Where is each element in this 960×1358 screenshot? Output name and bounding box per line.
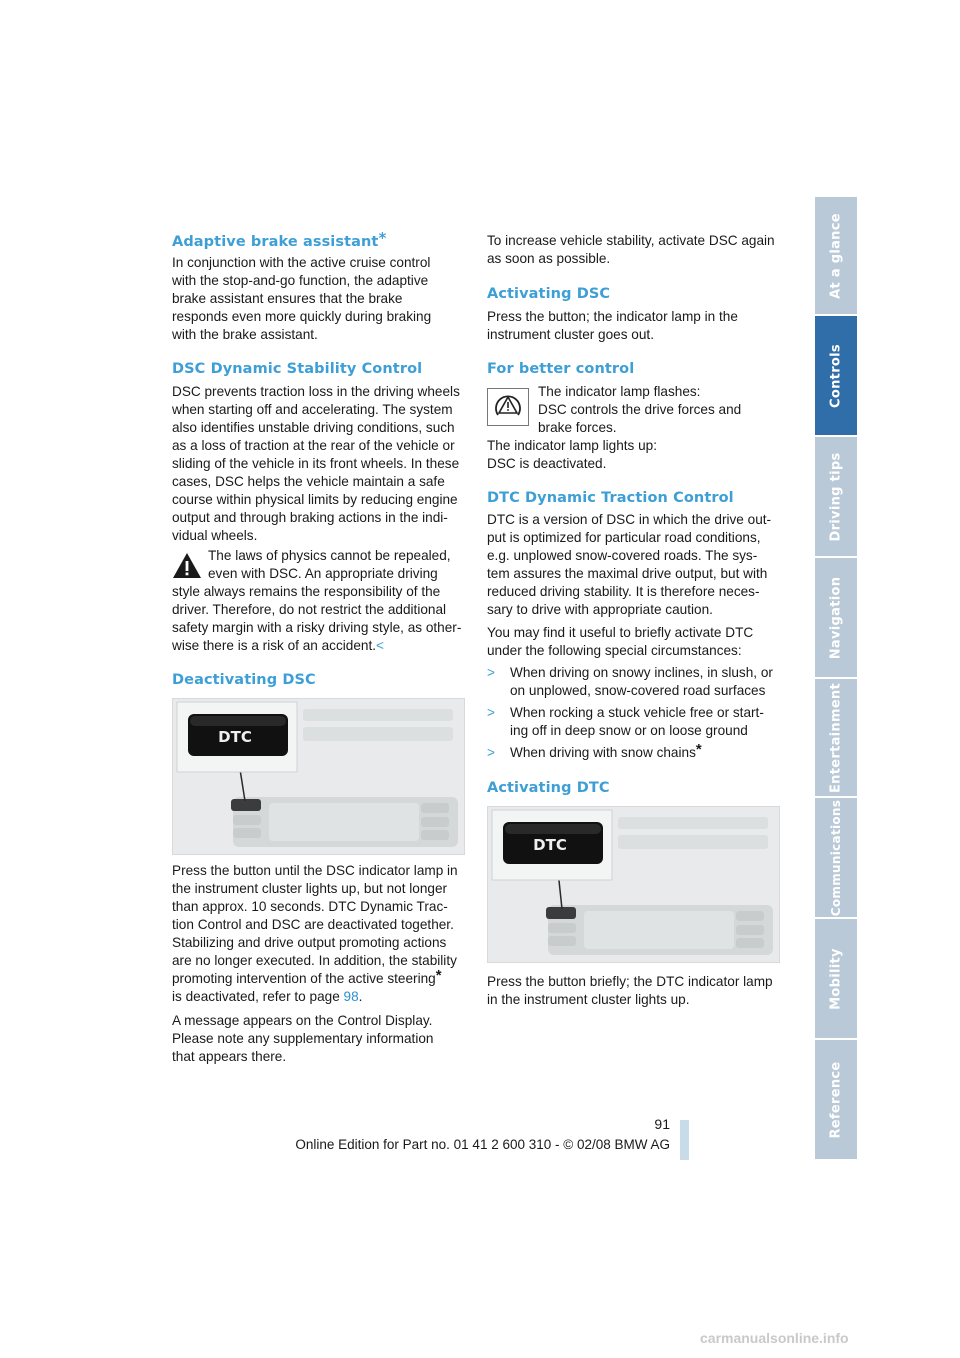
heading-better-control: For better control <box>487 361 635 377</box>
list-item: > When rocking a stuck vehicle free or start- ing off in deep snow or on loose ground <box>487 705 764 738</box>
dtc-button-label: DTC <box>533 836 567 854</box>
console-illustration <box>173 699 464 854</box>
tab-controls[interactable]: Controls <box>815 316 857 435</box>
tab-navigation[interactable]: Navigation <box>815 558 857 677</box>
end-mark: < <box>376 638 384 653</box>
tab-entertainment[interactable]: Entertainment <box>815 679 857 796</box>
figure-dtc-button-left <box>172 698 465 855</box>
bullet-marker: > <box>487 665 495 680</box>
paragraph-activating-dsc: Press the button; the indicator lamp in the instrument cluster goes out. <box>487 309 738 342</box>
page-number-bar <box>680 1120 689 1160</box>
page-number: 91 <box>654 1116 670 1132</box>
tab-communications[interactable]: Communications <box>815 798 857 917</box>
bullet-marker: > <box>487 705 495 720</box>
paragraph-control-display-message: A message appears on the Control Display. Please note any supplementary information that appears there. <box>172 1013 434 1064</box>
heading-dsc: DSC Dynamic Stability Control <box>172 361 423 377</box>
bullet-list <box>487 664 773 762</box>
dsc-indicator-icon <box>487 388 529 426</box>
tab-at-a-glance[interactable]: At a glance <box>815 197 857 314</box>
tab-reference[interactable]: Reference <box>815 1040 857 1159</box>
paragraph-adaptive: In conjunction with the active cruise control with the stop-and-go function, the adaptive brake assistant ensures that the brake responds even more quickly during braking with the brake assistant. <box>172 255 432 342</box>
figure-dtc-button-right <box>487 806 780 963</box>
page-ref-link[interactable]: 98 <box>343 989 359 1004</box>
heading-activating-dtc: Activating DTC <box>487 780 610 796</box>
heading-adaptive-brake-assistant: Adaptive brake assistant* <box>172 229 387 250</box>
heading-deactivating-dsc: Deactivating DSC <box>172 672 316 688</box>
footer-edition: Online Edition for Part no. 01 41 2 600 310 - © 02/08 BMW AG <box>295 1137 670 1152</box>
warning-note: The laws of physics cannot be repealed, even with DSC. An appropriate driving style always remains the responsibility of the driver. Therefore, do not restrict the additional safety margin with a risky driving style, as other- wise there is a risk of an accident.< <box>172 548 462 653</box>
list-item: > When driving on snowy inclines, in slush, or on unplowed, snow-covered road surfaces <box>487 665 773 698</box>
dtc-button-label: DTC <box>218 728 252 746</box>
heading-activating-dsc: Activating DSC <box>487 286 611 302</box>
list-item: > When driving with snow chains* <box>487 741 702 760</box>
paragraph-dtc: DTC is a version of DSC in which the drive out- put is optimized for particular road conditions, e.g. unplowed snow-covered roads. The sys- tem assures the maximal drive output, but with reduced driving stability. It is therefore neces- sary to drive with appropriate caution. <box>487 512 772 617</box>
paragraph-increase-stability: To increase vehicle stability, activate DSC again as soon as possible. <box>487 233 775 266</box>
tab-driving-tips[interactable]: Driving tips <box>815 437 857 556</box>
bullet-marker: > <box>487 745 495 760</box>
paragraph-indicator-lights: The indicator lamp lights up: DSC is deactivated. <box>487 438 658 471</box>
heading-dtc: DTC Dynamic Traction Control <box>487 490 734 506</box>
paragraph-dsc: DSC prevents traction loss in the driving wheels when starting off and accelerating. The system also identifies unstable driving conditions, such as a loss of traction at the rear of the vehicle or sliding of the vehicle in its front wheels. In these cases, DSC helps the vehicle maintain a safe course within physical limits by reducing engine output and through braking actions in the indi- vidual wheels. <box>172 384 460 543</box>
paragraph-useful: You may find it useful to briefly activate DTC under the following special circumstances: <box>487 625 754 658</box>
console-illustration <box>488 807 779 962</box>
watermark: carmanualsonline.info <box>700 1330 849 1346</box>
paragraph-indicator-flashes: The indicator lamp flashes: DSC controls the drive forces and brake forces. <box>538 384 742 435</box>
tab-mobility[interactable]: Mobility <box>815 919 857 1038</box>
paragraph-deactivating: Press the button until the DSC indicator lamp in the instrument cluster lights up, but not longer than approx. 10 seconds. DTC Dynamic Trac- tion Control and DSC are deactivated together. Stabilizing and drive output promoting actions are no longer executed. In addition, the stability promoting intervention of the active steering* is deactivated, refer to page 98. <box>172 863 458 1004</box>
paragraph-activating-dtc: Press the button briefly; the DTC indicator lamp in the instrument cluster lights up. <box>487 974 773 1007</box>
